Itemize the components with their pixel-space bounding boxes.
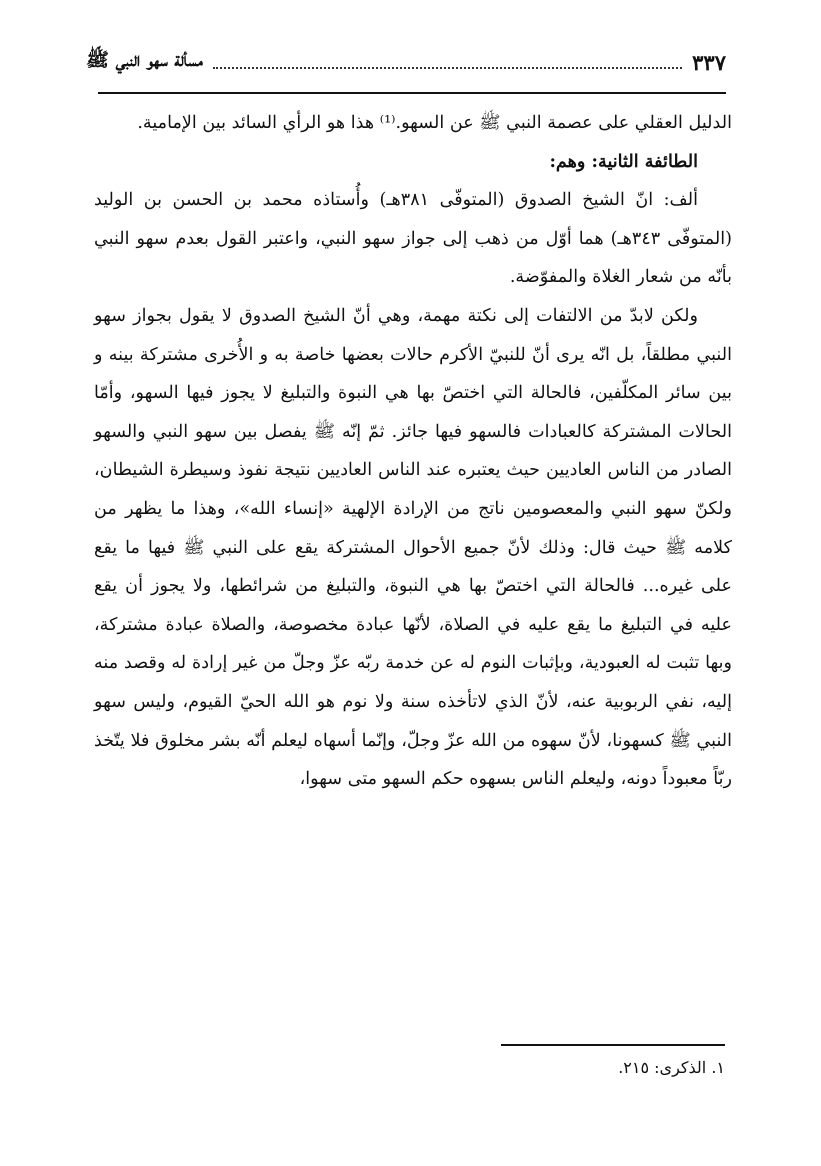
footnote: ١. الذكرى: ٢١٥. [618,1058,725,1077]
paragraph: ولكن لابدّ من الالتفات إلى نكتة مهمة، وهي أنّ الشيخ الصدوق لا يقول بجواز سهو النبي مطلقاً، بل انّه يرى أنّ للنبيّ الأكرم حالات بعضها خاصة به و الأُخرى مشتركة بينه و بين سائر المكلّفين، فالحالة التي اختصّ بها هي النبوة والتبليغ لا يجوز فيها السهو، وأمّا الحالات المشتركة كالعبادات فالسهو فيها جائز. ثمّ إنّه ﷺ يفصل بين سهو النبي والسهو الصادر من الناس العاديين حيث يعتبره عند الناس العاديين نتيجة نفوذ وسيطرة الشيطان، ولكنّ سهو النبي والمعصومين ناتج من الإرادة الإلهية «إنساء الله»، وهذا ما يظهر من كلامه ﷺ حيث قال: وذلك لأنّ جميع الأحوال المشتركة يقع على النبي ﷺ فيها ما يقع على غيره... فالحالة التي اختصّ بها هي النبوة، والتبليغ من شرائطها، ولا يجوز أن يقع عليه في التبليغ ما يقع عليه في الصلاة، لأنّها عبادة مخصوصة، والصلاة عبادة مشتركة، وبها تثبت له العبودية، وبإثبات النوم له عن خدمة ربّه عزّ وجلّ من غير إرادة له وقصد منه إليه، نفي الربوبية عنه، لأنّ الذي لاتأخذه سنة ولا نوم هو الله الحيّ القيوم، وليس سهو النبي ﷺ كسهونا، لأنّ سهوه من الله عزّ وجلّ، وإنّما أسهاه ليعلم أنّه بشر مخلوق فلا يتّخذ ربّاً معبوداً دونه، وليعلم الناس بسهوه حكم السهو متى سهوا، [94,305,732,790]
main-text [94,104,732,799]
header-dotted-leader [213,67,682,69]
footnote-rule [501,1044,725,1046]
paragraph: الدليل العقلي على عصمة النبي ﷺ عن السهو.⁽¹⁾ هذا هو الرأي السائد بين الإمامية. [137,113,732,133]
running-title: مسألة سهو النبي ﷺ [86,49,203,71]
header-rule [98,92,726,94]
section-heading: الطائفة الثانية: وهم: [549,150,698,172]
paragraph: ألف: انّ الشيخ الصدوق (المتوفّى ٣٨١هـ) وأُستاذه محمد بن الحسن بن الوليد (المتوفّى ٣٤٣هـ) هما أوّل من ذهب إلى جواز سهو النبي، واعتبر القول بعدم سهو النبي بأنّه من شعار الغلاة والمفوّضة. [94,190,732,288]
page-number: ٣٣٧ [692,49,726,75]
page-header [86,44,726,80]
